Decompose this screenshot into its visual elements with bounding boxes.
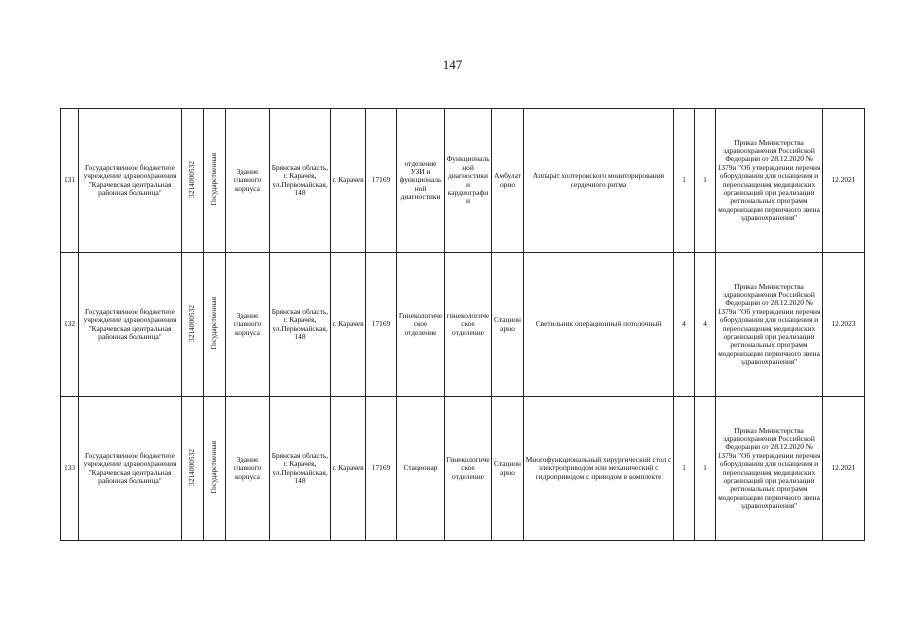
equipment-table — [60, 108, 865, 541]
organization-name: Государственное бюджетное учреждение здравоохранения "Карачевская центральная районная больница" — [83, 450, 177, 485]
department-unit-cell — [397, 109, 445, 253]
row-number: 133 — [63, 463, 76, 473]
medical-profile: гинекологическое отделение — [446, 310, 490, 337]
legal-basis: Приказ Министерства здравоохранения Российской Федерации от 28.12.2020 № 1379н "Об утверждении перечня оборудования для оснащения и переоснащения медицинских организаций при реализации региональных программ модернизации первичного звена здравоохранения" — [717, 425, 821, 510]
quantity-total: 1 — [703, 175, 707, 185]
building-name: Здание главного корпуса — [233, 166, 262, 193]
address-cell — [270, 397, 331, 541]
organization-name-cell — [79, 253, 182, 397]
equipment-name: Аппарат холтеровского мониторирования сердечного ритма — [532, 171, 665, 189]
quantity-total-cell — [695, 397, 716, 541]
delivery-date-cell — [823, 253, 865, 397]
city: г. Карачев — [332, 175, 364, 185]
settlement-code: 17169 — [371, 463, 391, 473]
quantity-total-cell — [695, 109, 716, 253]
department-unit-cell — [397, 397, 445, 541]
legal-basis-cell — [716, 253, 823, 397]
settlement-code: 17169 — [371, 175, 391, 185]
care-type: Стационарно — [494, 459, 521, 477]
ownership-type: Государственная — [209, 297, 219, 350]
settlement-code-cell — [366, 397, 397, 541]
address-cell — [270, 109, 331, 253]
care-type: Амбулаторно — [494, 171, 521, 189]
quantity-planned: 1 — [682, 175, 686, 185]
medical-profile-cell — [445, 253, 492, 397]
inn-code: 3214000532 — [187, 160, 197, 198]
city: г. Карачев — [332, 463, 364, 473]
quantity-total-cell — [695, 253, 716, 397]
inn-code: 3214000532 — [187, 448, 197, 486]
building-name: Здание главного корпуса — [233, 310, 262, 337]
building-name-cell — [226, 253, 270, 397]
delivery-date: 12.2023 — [831, 319, 856, 329]
care-type: Стационарно — [494, 315, 521, 333]
department-unit-cell — [397, 253, 445, 397]
care-type-cell — [492, 109, 524, 253]
row-number: 132 — [63, 319, 76, 329]
row-number-cell — [61, 253, 79, 397]
quantity-planned-cell — [674, 253, 695, 397]
table-row — [61, 397, 865, 541]
city-cell — [331, 253, 366, 397]
settlement-code-cell — [366, 253, 397, 397]
row-number-cell — [61, 109, 79, 253]
inn-code: 3214000532 — [187, 304, 197, 342]
address-cell — [270, 253, 331, 397]
legal-basis: Приказ Министерства здравоохранения Российской Федерации от 28.12.2020 № 1379н "Об утверждении перечня оборудования для оснащения и переоснащения медицинских организаций при реализации региональных программ модернизации первичного звена здравоохранения" — [717, 137, 821, 222]
ownership-type: Государственная — [209, 441, 219, 494]
equipment-name-cell — [524, 253, 674, 397]
table-row — [61, 253, 865, 397]
legal-basis-cell — [716, 397, 823, 541]
settlement-code: 17169 — [371, 319, 391, 329]
quantity-total: 4 — [703, 319, 707, 329]
building-name-cell — [226, 109, 270, 253]
ownership-type-cell — [204, 109, 226, 253]
medical-profile-cell — [445, 397, 492, 541]
ownership-type-cell — [204, 253, 226, 397]
address: Брянская область, г. Карачев, ул.Первомайская, 148 — [271, 450, 329, 485]
settlement-code-cell — [366, 109, 397, 253]
inn-code-cell — [182, 109, 204, 253]
city: г. Карачев — [332, 319, 364, 329]
medical-profile: Гинекологическое отделение — [446, 454, 490, 481]
quantity-planned-cell — [674, 109, 695, 253]
medical-profile: Функциональной диагностики и кардиографии — [446, 154, 490, 206]
department-unit: отделение УЗИ и функциональной диагностики — [399, 158, 442, 202]
care-type-cell — [492, 253, 524, 397]
delivery-date-cell — [823, 109, 865, 253]
delivery-date-cell — [823, 397, 865, 541]
page-number: 147 — [442, 57, 463, 72]
legal-basis: Приказ Министерства здравоохранения Российской Федерации от 28.12.2020 № 1379н "Об утверждении перечня оборудования для оснащения и переоснащения медицинских организаций при реализации региональных программ модернизации первичного звена здравоохранения" — [717, 281, 821, 366]
ownership-type: Государственная — [209, 153, 219, 206]
quantity-total: 1 — [703, 463, 707, 473]
table-row — [61, 109, 865, 253]
city-cell — [331, 109, 366, 253]
building-name-cell — [226, 397, 270, 541]
row-number: 131 — [63, 175, 76, 185]
equipment-name: Многофункциональный хирургический стол с электроприводом или механический с гидроприводом с приводом в комплекте — [525, 454, 672, 481]
department-unit: Стационар — [403, 463, 438, 473]
organization-name: Государственное бюджетное учреждение здравоохранения "Карачевская центральная районная больница" — [83, 162, 177, 197]
organization-name: Государственное бюджетное учреждение здравоохранения "Карачевская центральная районная больница" — [83, 306, 177, 341]
equipment-name-cell — [524, 397, 674, 541]
quantity-planned: 1 — [682, 463, 686, 473]
organization-name-cell — [79, 397, 182, 541]
row-number-cell — [61, 397, 79, 541]
delivery-date: 12.2021 — [831, 175, 856, 185]
medical-profile-cell — [445, 109, 492, 253]
city-cell — [331, 397, 366, 541]
equipment-name-cell — [524, 109, 674, 253]
address: Брянская область, г. Карачев, ул.Первомайская, 148 — [271, 306, 329, 341]
quantity-planned-cell — [674, 397, 695, 541]
ownership-type-cell — [204, 397, 226, 541]
department-unit: Гинекологическое отделение — [398, 310, 443, 337]
organization-name-cell — [79, 109, 182, 253]
inn-code-cell — [182, 397, 204, 541]
delivery-date: 12.2021 — [831, 463, 856, 473]
quantity-planned: 4 — [682, 319, 686, 329]
care-type-cell — [492, 397, 524, 541]
address: Брянская область, г. Карачев, ул.Первомайская, 148 — [271, 162, 329, 197]
equipment-name: Светильник операционный потолочный — [535, 319, 662, 329]
building-name: Здание главного корпуса — [233, 454, 262, 481]
inn-code-cell — [182, 253, 204, 397]
legal-basis-cell — [716, 109, 823, 253]
